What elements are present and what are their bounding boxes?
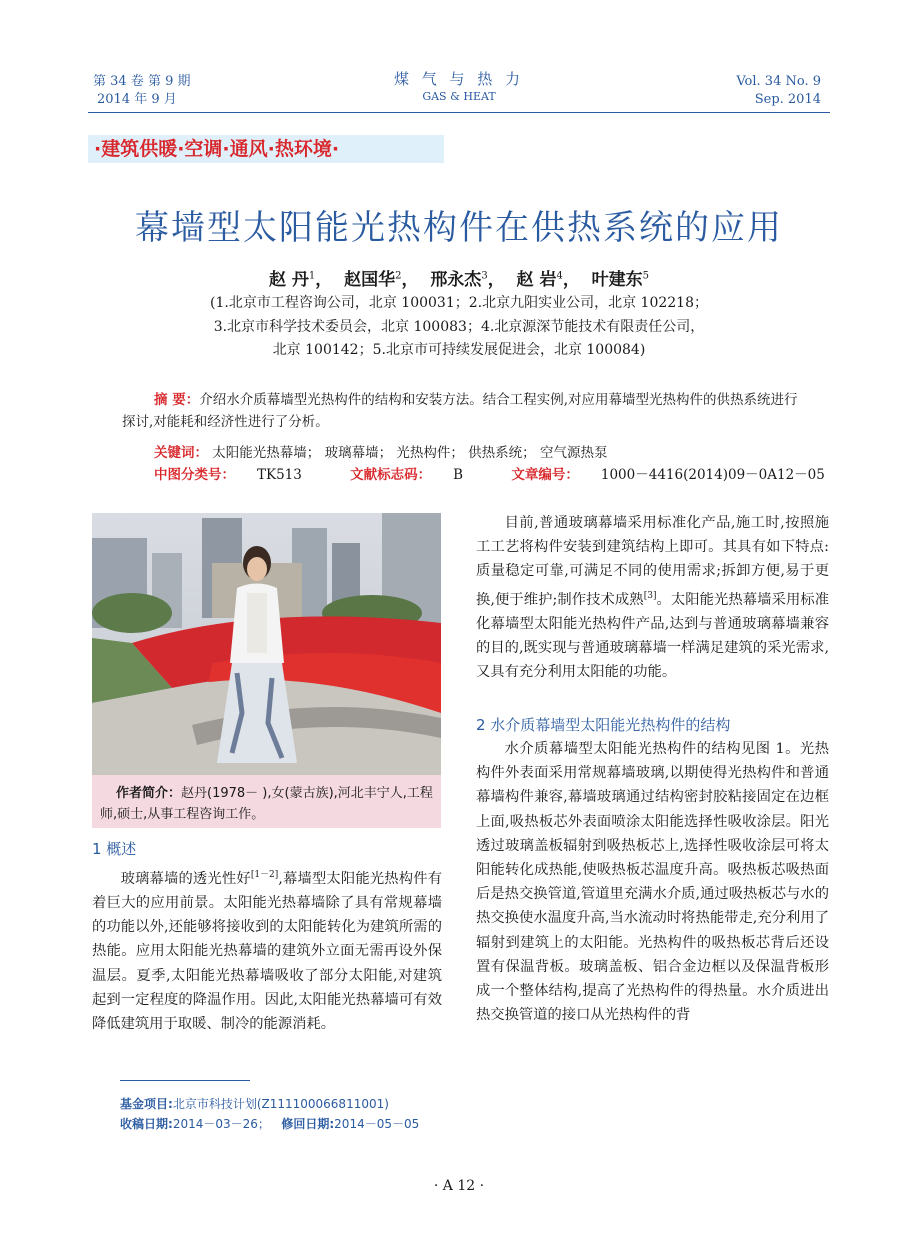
- affiliation-line: 北京 100142；5.北京市可持续发展促进会，北京 100084): [272, 342, 646, 358]
- author: 叶建东$^5$: [591, 270, 650, 290]
- abstract-text: 介绍水介质幕墙型光热构件的结构和安装方法。结合工程实例,对应用幕墙型光热构件的供热系统进行探讨,对能耗和经济性进行了分析。: [122, 392, 798, 430]
- clc-code: TK513: [257, 467, 302, 483]
- article-no: 1000－4416(2014)09－0A12－05: [600, 467, 825, 483]
- bio-label: 作者简介：: [116, 786, 182, 801]
- author: 赵国华$^2$: [344, 270, 402, 290]
- dates-note: 收稿日期:2014－03－26； 修回日期:2014－05－05: [120, 1117, 420, 1131]
- section-banner: ·建筑供暖·空调·通风·热环境·: [88, 135, 444, 163]
- classification-line: [154, 463, 869, 483]
- footnote-rule: [120, 1080, 250, 1081]
- header-rule: [88, 112, 830, 113]
- bio-text: 赵丹(1978－ ),女(蒙古族),河北丰宁人,工程师,硕士,从事工程咨询工作。: [100, 786, 433, 822]
- doc-code-label: 文献标志码：: [350, 467, 432, 483]
- citation: [1－2]: [250, 870, 279, 880]
- clc-label: 中图分类号：: [154, 467, 235, 483]
- author-list: 赵 丹$^1$， 赵国华$^2$， 邢永杰$^3$， 赵 岩$^4$， 叶建东$^5$: [268, 270, 650, 290]
- author: 邢永杰$^3$: [430, 270, 488, 290]
- keywords-label: 关键词：: [154, 445, 208, 461]
- journal-issue-en: [736, 73, 821, 109]
- section2-paragraph: 水介质幕墙型太阳能光热构件的结构见图 1。光热构件外表面采用常规幕墙玻璃,以期使得光热构件和普通幕墙构件兼容,幕墙玻璃通过结构密封胶粘接固定在边框上面,吸热板芯外表面喷涂太阳能选择性吸收涂层。阳光透过玻璃盖板辐射到吸热板芯上,选择性吸收涂层可将太阳能转化成热能,使吸热板芯温度升高。吸热板芯吸热面后是热交换管道,管道里充满水介质,通过吸热板芯与水的热交换使水温度升高,当水流动时将热能带走,充分利用了辐射到建筑上的太阳能。光热构件的吸热板芯背后还设置有保温背板。玻璃盖板、铝合金边框以及保温背板形成一个整体结构,提高了光热构件的得热量。水介质进出热交换管道的接口从光热构件的背: [476, 741, 829, 1024]
- keywords-text: 太阳能光热幕墙； 玻璃幕墙； 光热构件； 供热系统； 空气源热泵: [212, 445, 608, 461]
- article-no-label: 文章编号：: [511, 467, 579, 483]
- issue-date: 2014 年 9 月: [97, 92, 177, 107]
- volume-issue: 第 34 卷 第 9 期: [93, 74, 191, 89]
- volume-issue-en: Vol. 34 No. 9: [736, 74, 821, 89]
- keywords: [154, 441, 607, 461]
- affiliation-line: 3.北京市科学技术委员会，北京 100083；4.北京源深节能技术有限责任公司，: [213, 318, 705, 335]
- author: 赵 丹$^1$: [268, 270, 316, 290]
- section1-paragraph: 玻璃幕墙的透光性好[1－2],幕墙型太阳能光热构件有着巨大的应用前景。太阳能光热幕墙除了具有常规幕墙的功能以外,还能够将接收到的太阳能转化为建筑所需的热能。应用太阳能光热幕墙的建筑外立面无需再设外保温层。夏季,太阳能光热幕墙吸收了部分太阳能,对建筑起到一定程度的降温作用。因此,太阳能光热幕墙可有效降低建筑用于取暖、制冷的能源消耗。: [92, 870, 442, 1032]
- section-heading: 1 概述: [92, 840, 137, 858]
- issue-date-en: Sep. 2014: [754, 92, 821, 107]
- author-photo: [92, 513, 441, 775]
- affiliations: [0, 292, 918, 363]
- page-number: · A 12 ·: [433, 1178, 485, 1194]
- author: 赵 岩$^4$: [516, 270, 563, 290]
- section-heading: 2 水介质幕墙型太阳能光热构件的结构: [476, 716, 731, 734]
- right-column-paragraph: 目前,普通玻璃幕墙采用标准化产品,施工时,按照施工工艺将构件安装到建筑结构上即可。其具有如下特点:质量稳定可靠,可满足不同的使用需求;拆卸方便,易于更换,便于维护;制作技术成熟[3]。太阳能光热幕墙采用标准化幕墙型太阳能光热构件产品,达到与普通玻璃幕墙兼容的目的,既实现与普通玻璃幕墙一样满足建筑的采光需求,又具有充分利用太阳能的功能。: [476, 515, 829, 680]
- abstract: [122, 389, 802, 433]
- abstract-label: 摘 要：: [154, 392, 200, 408]
- journal-name-en: GAS & HEAT: [422, 90, 496, 103]
- funding-note: 基金项目:北京市科技计划(Z111100066811001): [120, 1097, 389, 1111]
- journal-name-cn: 煤 气 与 热 力: [393, 70, 525, 88]
- affiliation-line: (1.北京市工程咨询公司，北京 100031；2.北京九阳实业公司，北京 102218；: [210, 295, 708, 311]
- doc-code: B: [453, 467, 464, 483]
- citation: [3]: [643, 590, 657, 601]
- author-bio: [92, 775, 441, 828]
- article-title: 幕墙型太阳能光热构件在供热系统的应用: [135, 208, 783, 248]
